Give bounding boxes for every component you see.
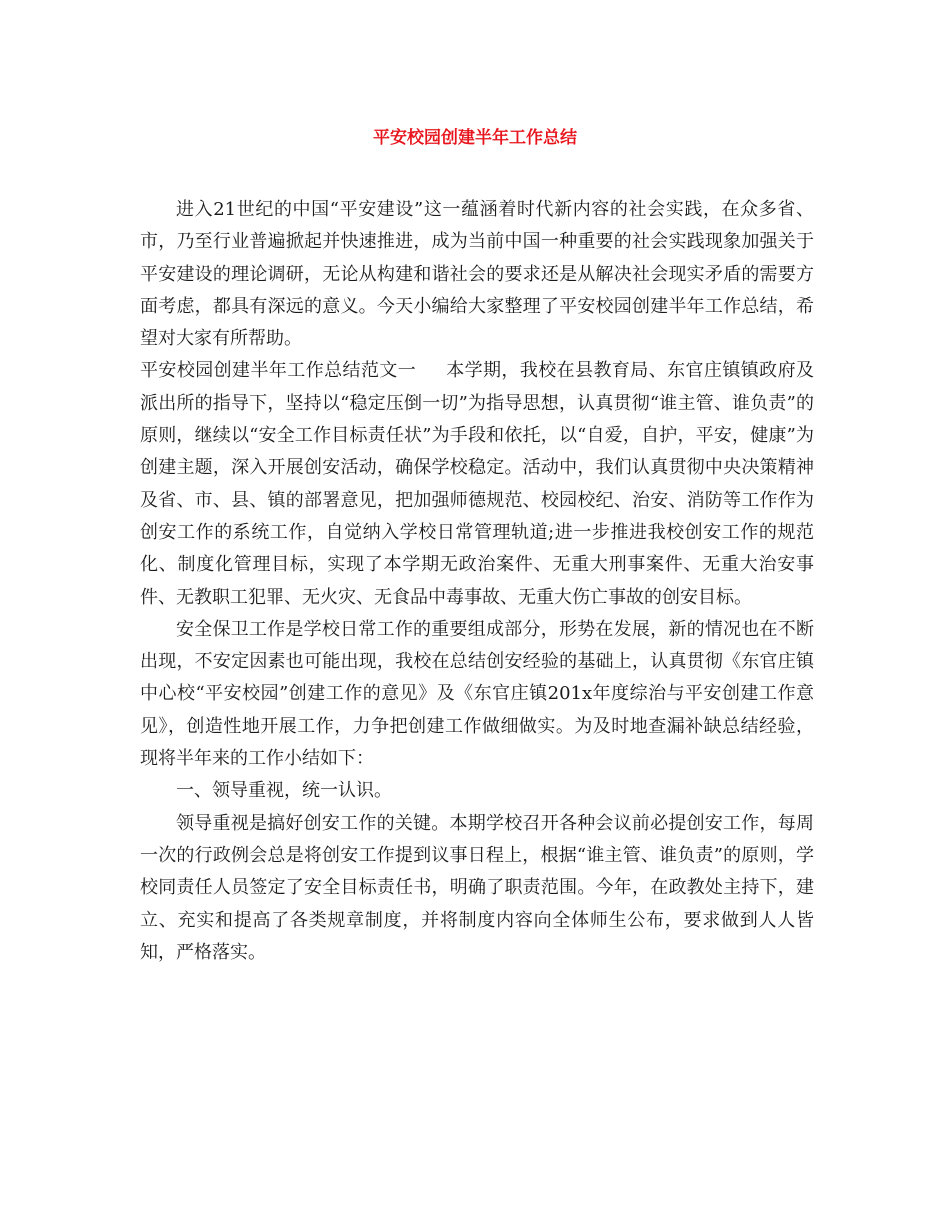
sample-paragraph — [140, 355, 814, 613]
security-paragraph: 安全保卫工作是学校日常工作的重要组成部分，形势在发展，新的情况也在不断出现，不安定因素也可能出现，我校在总结创安经验的基础上，认真贯彻《东官庄镇中心校“平安校园”创建工作的意见》及《东官庄镇201x年度综治与平安创建工作意见》，创造性地开展工作，力争把创建工作做细做实。为及时地查漏补缺总结经验，现将半年来的工作小结如下： — [140, 618, 814, 770]
intro-paragraph: 进入21世纪的中国“平安建设”这一蕴涵着时代新内容的社会实践，在众多省、市，乃至行业普遍掀起并快速推进，成为当前中国一种重要的社会实践现象加强关于平安建设的理论调研，无论从构建和谐社会的要求还是从解决社会现实矛盾的需要方面考虑，都具有深远的意义。今天小编给大家整理了平安校园创建半年工作总结，希望对大家有所帮助。 — [140, 199, 814, 350]
section-heading: 一、领导重视，统一认识。 — [176, 780, 392, 802]
leadership-paragraph: 领导重视是搞好创安工作的关键。本期学校召开各种会议前必提创安工作，每周一次的行政例会总是将创安工作提到议事日程上，根据“谁主管、谁负责”的原则，学校同责任人员签定了安全目标责任书，明确了职责范围。今年，在政教处主持下，建立、充实和提高了各类规章制度，并将制度内容向全体师生公布，要求做到人人皆知，严格落实。 — [140, 812, 814, 963]
sample-heading: 平安校园创建半年工作总结范文一 — [140, 360, 417, 382]
document-body — [140, 194, 814, 969]
sample-paragraph-text: 本学期，我校在县教育局、东官庄镇镇政府及派出所的指导下，坚持以“稳定压倒一切”为指导思想，认真贯彻“谁主管、谁负责”的原则，继续以“安全工作目标责任状”为手段和依托，以“自爱，自护，平安，健康”为创建主题，深入开展创安活动，确保学校稳定。活动中，我们认真贯彻中央决策精神及省、市、县、镇的部署意见，把加强师德规范、校园校纪、治安、消防等工作作为创安工作的系统工作，自觉纳入学校日常管理轨道;进一步推进我校创安工作的规范化、制度化管理目标，实现了本学期无政治案件、无重大刑事案件、无重大治安事件、无教职工犯罪、无火灾、无食品中毒事故、无重大伤亡事故的创安目标。 — [140, 360, 815, 608]
document-title: 平安校园创建半年工作总结 — [373, 128, 577, 148]
